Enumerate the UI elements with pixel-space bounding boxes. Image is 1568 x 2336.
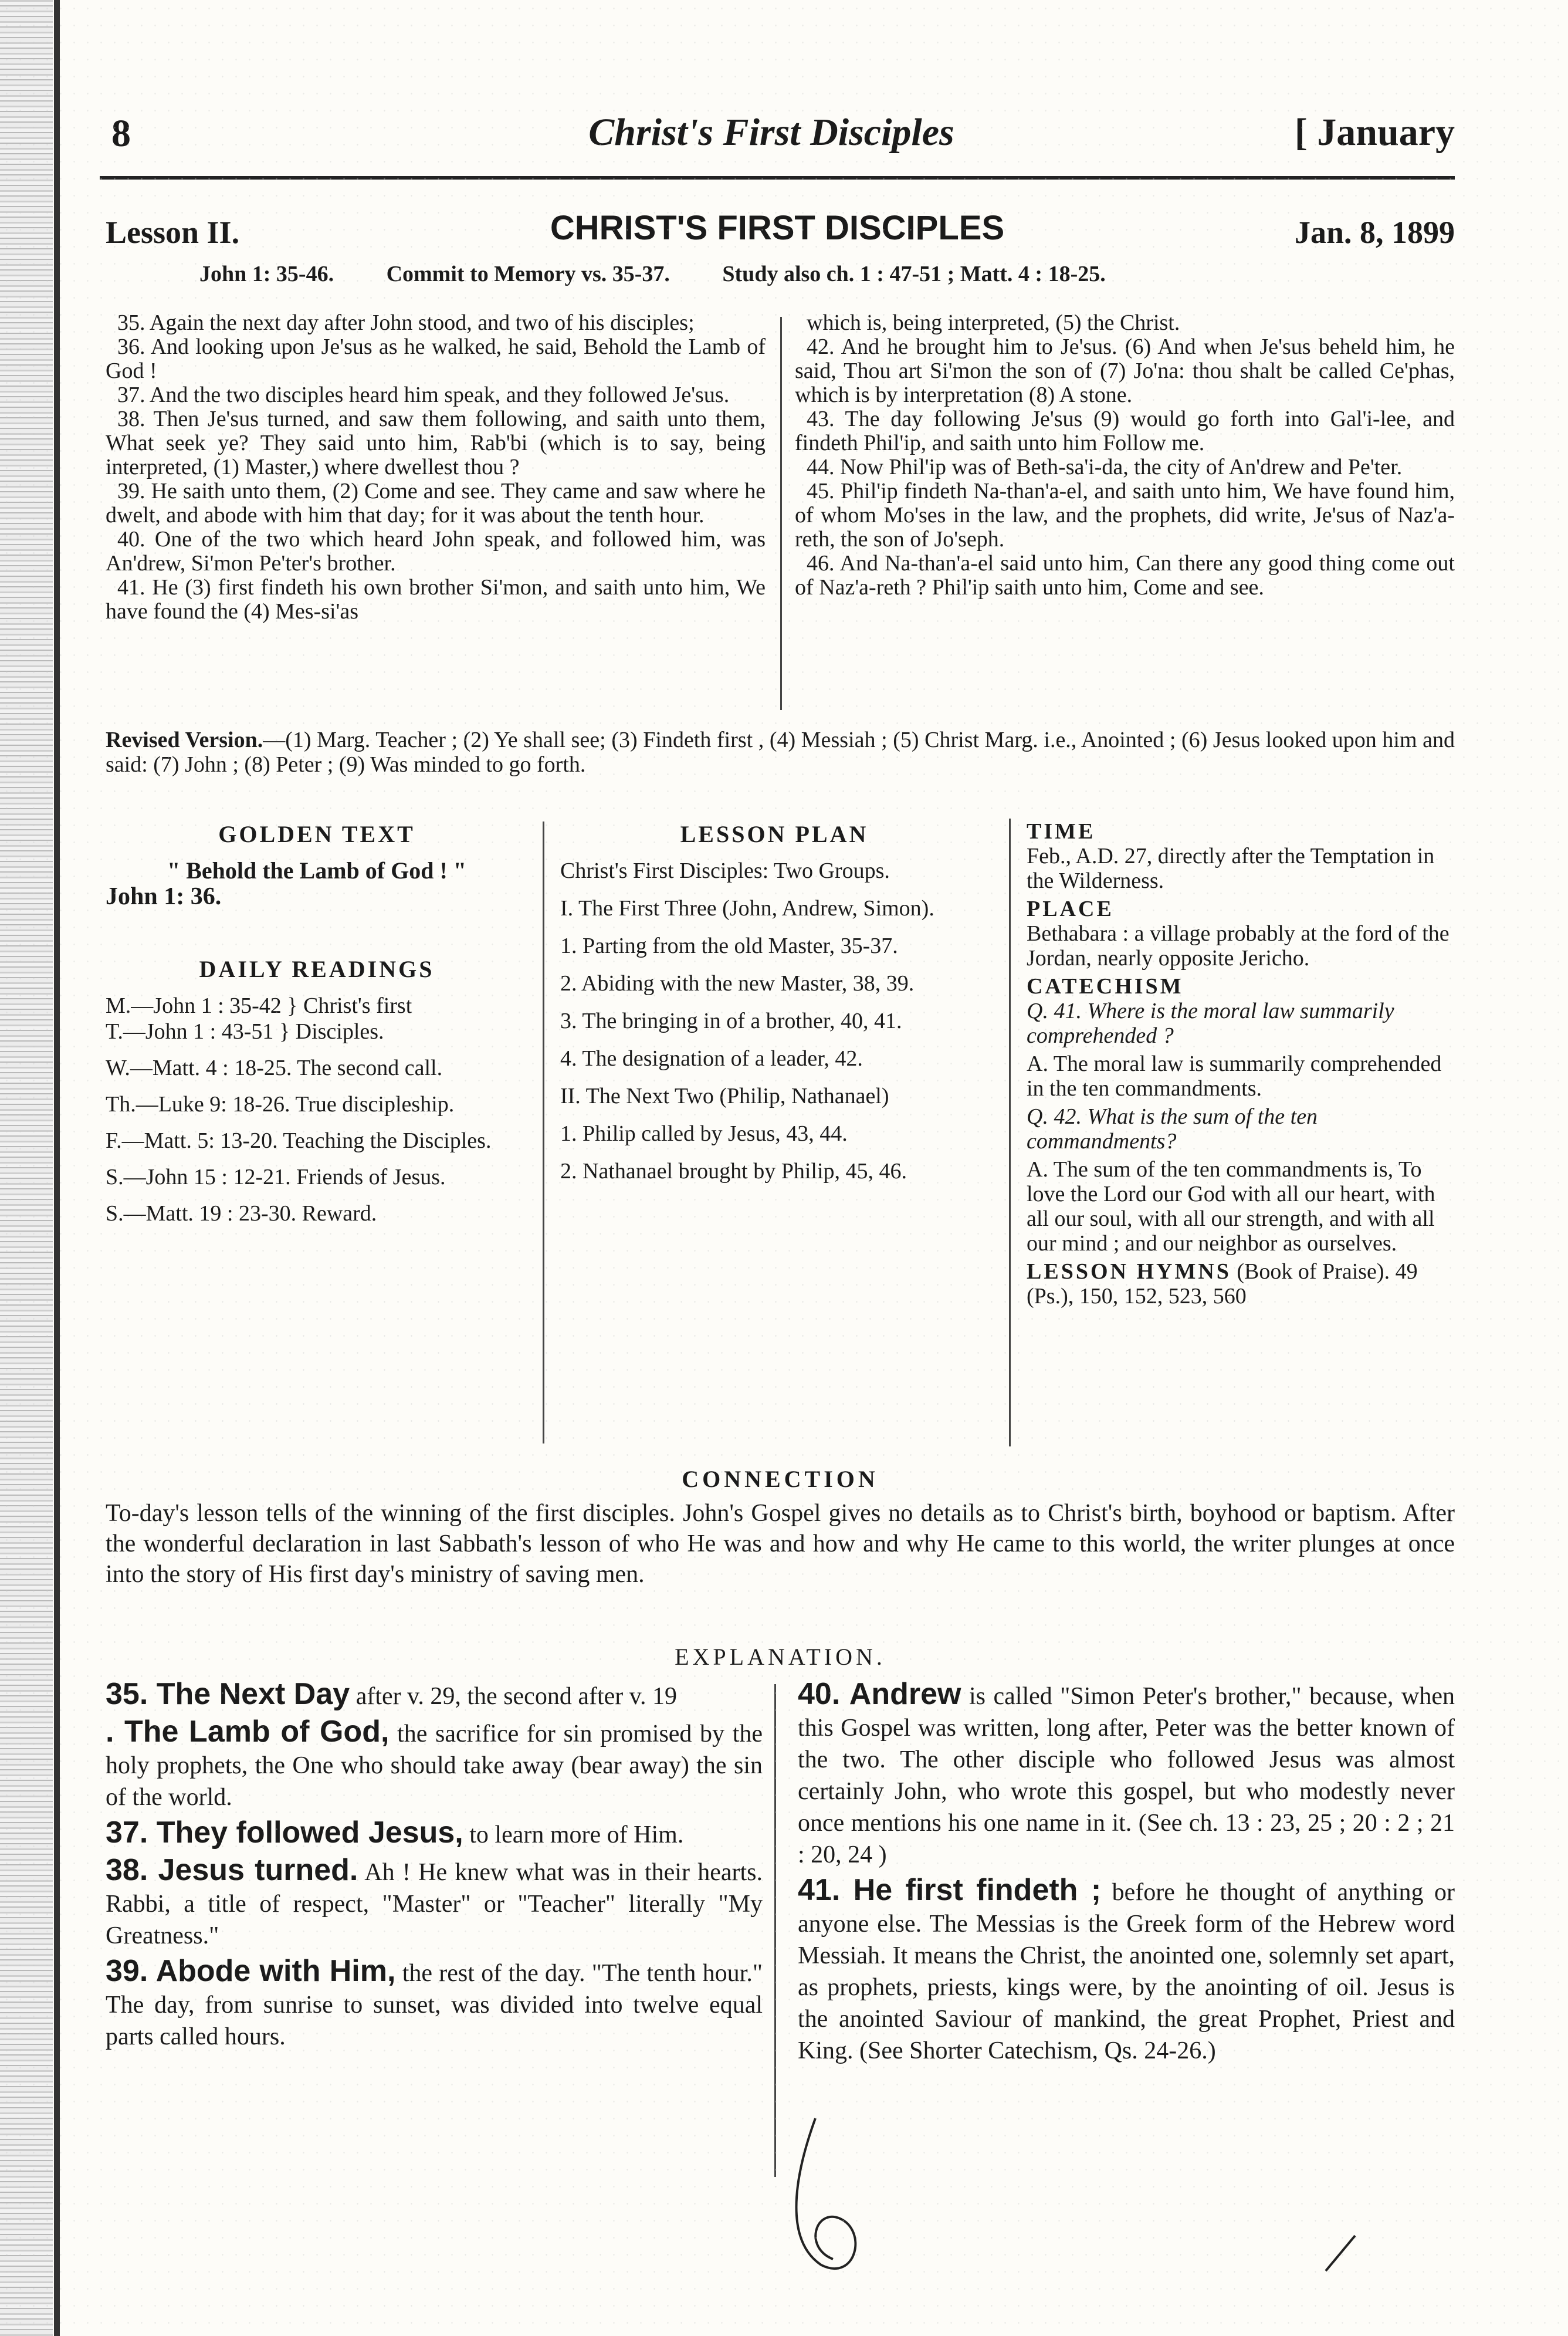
plan-item: 1. Parting from the old Master, 35-37. bbox=[560, 934, 898, 958]
plan-item: 1. Philip called by Jesus, 43, 44. bbox=[560, 1121, 848, 1146]
lesson-title: CHRIST'S FIRST DISCIPLES bbox=[550, 209, 1005, 247]
connection-text: To-day's lesson tells of the winning of the first disciples. John's Gospel gives no details as to Christ's birth, boyhood or baptism. After the wonderful declaration in last Sabbath's lesson of who He was and how and why He came to this world, the writer plunges at once into the story of His first day's ministry of saving men. bbox=[106, 1500, 1455, 1588]
golden-text-ref: John 1: 36. bbox=[106, 883, 222, 910]
plan-item: 2. Nathanael brought by Philip, 45, 46. bbox=[560, 1159, 907, 1184]
lesson-date: Jan. 8, 1899 bbox=[1294, 215, 1455, 250]
scripture-right-column bbox=[795, 311, 1455, 600]
note-keyword: 37. They followed Jesus, bbox=[106, 1816, 463, 1850]
explanation-note bbox=[106, 1716, 763, 1813]
verse: 37. And the two disciples heard him speak, and they followed Je'sus. bbox=[117, 383, 730, 407]
plan-item: II. The Next Two (Philip, Nathanael) bbox=[560, 1084, 889, 1108]
reading-item: W.—Matt. 4 : 18-25. The second call. bbox=[106, 1056, 443, 1080]
revised-label: Revised Version. bbox=[106, 728, 263, 752]
revised-version-note bbox=[106, 728, 1455, 777]
golden-text-heading: GOLDEN TEXT bbox=[218, 821, 415, 847]
catechism-answer: A. The moral law is summarily comprehended in the ten commandments. bbox=[1027, 1052, 1442, 1101]
verse: 44. Now Phil'ip was of Beth-sa'i-da, the city of An'drew and Pe'ter. bbox=[807, 455, 1403, 479]
note-keyword: 35. The Next Day bbox=[106, 1677, 350, 1711]
verse: 40. One of the two which heard John speak, and followed him, was An'drew, Si'mon Pe'ter's brother. bbox=[106, 527, 766, 576]
note-text: is called "Simon Peter's brother," because, when this Gospel was written, long after, Peter was the better known of the two. The other disciple who followed Jesus was almost certainly John, who wrote this gospel, but who modestly never once mentions his one name in it. (See ch. 13 : 23, 25 ; 20 : 2 ; 21 : 20, 24 ) bbox=[798, 1683, 1455, 1868]
daily-readings-heading: DAILY READINGS bbox=[199, 956, 435, 982]
column-divider bbox=[543, 822, 544, 1443]
scripture-text bbox=[106, 311, 1455, 722]
explanation-note bbox=[106, 1817, 763, 1851]
column-divider bbox=[774, 1684, 776, 2177]
catechism-question: Q. 41. Where is the moral law summarily comprehended ? bbox=[1027, 999, 1394, 1048]
reading-item: M.—John 1 : 35-42 } Christ's first bbox=[106, 993, 412, 1018]
note-text: after v. 29, the second after v. 19 bbox=[350, 1683, 678, 1710]
pencil-scribble-icon bbox=[780, 2112, 898, 2288]
note-text: the rest of the day. "The tenth hour." The day, from sunrise to sunset, was divided into twelve equal parts called hours. bbox=[106, 1960, 763, 2050]
verse: 38. Then Je'sus turned, and saw them following, and saith unto them, What seek ye? They said unto him, Rab'bi (which is to say, being interpreted, (1) Master,) where dwellest thou ? bbox=[106, 407, 766, 479]
hymns-label: LESSON HYMNS bbox=[1027, 1259, 1231, 1284]
lesson-number: Lesson II. bbox=[106, 215, 240, 250]
plan-item: 3. The bringing in of a brother, 40, 41. bbox=[560, 1009, 902, 1033]
catechism-label: CATECHISM bbox=[1027, 974, 1184, 999]
verse: 43. The day following Je'sus (9) would go forth into Gal'i-lee, and findeth Phil'ip, and saith unto him Follow me. bbox=[795, 407, 1455, 455]
verse: 41. He (3) first findeth his own brother Si'mon, and saith unto him, We have found the (4) Mes-si'as bbox=[106, 575, 766, 624]
column-divider bbox=[780, 317, 782, 710]
explanation-note bbox=[798, 1678, 1455, 1871]
time-label: TIME bbox=[1027, 819, 1096, 844]
hymns-text: (Book of Praise). 49 (Ps.), 150, 152, 523, 560 bbox=[1027, 1259, 1418, 1309]
page-number: 8 bbox=[111, 112, 131, 155]
note-text: to learn more of Him. bbox=[463, 1821, 684, 1848]
catechism-question: Q. 42. What is the sum of the ten commandments? bbox=[1027, 1104, 1318, 1154]
explanation-right-column bbox=[798, 1678, 1455, 2070]
running-title: Christ's First Disciples bbox=[588, 111, 954, 154]
verse: 46. And Na-than'a-el said unto him, Can there any good thing come out of Naz'a-reth ? Phil'ip saith unto him, Come and see. bbox=[795, 551, 1455, 600]
note-keyword: . The Lamb of God, bbox=[106, 1715, 390, 1749]
connection-heading: CONNECTION bbox=[682, 1466, 879, 1492]
memory-ref: Commit to Memory vs. 35-37. bbox=[386, 262, 670, 286]
explanation-left-column bbox=[106, 1678, 763, 2056]
reading-item: F.—Matt. 5: 13-20. Teaching the Disciples. bbox=[106, 1128, 492, 1153]
lesson-plan-intro: Christ's First Disciples: Two Groups. bbox=[560, 858, 890, 883]
scanned-margin-edge bbox=[0, 0, 53, 2336]
study-ref: Study also ch. 1 : 47-51 ; Matt. 4 : 18-25. bbox=[722, 262, 1106, 286]
explanation-heading: EXPLANATION. bbox=[675, 1644, 886, 1670]
reading-item: S.—John 15 : 12-21. Friends of Jesus. bbox=[106, 1165, 446, 1189]
golden-text-section bbox=[106, 822, 528, 1237]
catechism-answer: A. The sum of the ten commandments is, To love the Lord our God with all our heart, with all our soul, with all our strength, and with all our mind ; and our neighbor as ourselves. bbox=[1027, 1157, 1435, 1256]
explanation-note bbox=[106, 1955, 763, 2053]
verse: 45. Phil'ip findeth Na-than'a-el, and saith unto him, We have found him, of whom Mo'ses in the law, and the prophets, did write, Je'sus of Naz'a-reth, the son of Jo'seph. bbox=[795, 479, 1455, 552]
explanation-note bbox=[106, 1678, 763, 1712]
verse: 36. And looking upon Je'sus as he walked, he said, Behold the Lamb of God ! bbox=[106, 334, 766, 383]
time-text: Feb., A.D. 27, directly after the Temptation in the Wilderness. bbox=[1027, 844, 1435, 893]
note-text: Ah ! He knew what was in their hearts. Rabbi, a title of respect, "Master" or "Teacher" literally "My Greatness." bbox=[106, 1859, 763, 1949]
passage-ref: John 1: 35-46. bbox=[199, 262, 334, 286]
lesson-facts-section bbox=[1027, 816, 1455, 1312]
verse: which is, being interpreted, (5) the Christ. bbox=[807, 310, 1180, 335]
header-rule bbox=[100, 176, 1455, 180]
revised-text: —(1) Marg. Teacher ; (2) Ye shall see; (3) Findeth first , (4) Messiah ; (5) Christ Marg. i.e., Anointed ; (6) Jesus looked upon him and said: (7) John ; (8) Peter ; (9) Was minded to go forth. bbox=[106, 728, 1455, 777]
place-text: Bethabara : a village probably at the ford of the Jordan, nearly opposite Jericho. bbox=[1027, 921, 1450, 971]
note-keyword: 39. Abode with Him, bbox=[106, 1954, 396, 1988]
verse: 35. Again the next day after John stood, and two of his disciples; bbox=[117, 310, 695, 335]
explanation-note bbox=[798, 1874, 1455, 2067]
note-keyword: 41. He first findeth ; bbox=[798, 1873, 1102, 1907]
plan-item: 4. The designation of a leader, 42. bbox=[560, 1046, 863, 1071]
note-text: the sacrifice for sin promised by the holy prophets, the One who should take away (bear away) the sin of the world. bbox=[106, 1720, 763, 1811]
lesson-plan-section bbox=[560, 822, 988, 1196]
pencil-mark-icon bbox=[1320, 2230, 1367, 2277]
lesson-references bbox=[199, 261, 1455, 287]
note-keyword: 38. Jesus turned. bbox=[106, 1853, 358, 1887]
reading-item: Th.—Luke 9: 18-26. True discipleship. bbox=[106, 1092, 455, 1117]
golden-text: " Behold the Lamb of God ! " bbox=[167, 857, 467, 884]
month-label: [ January bbox=[1294, 111, 1455, 154]
scripture-left-column bbox=[106, 311, 766, 624]
binding-rule bbox=[54, 0, 60, 2336]
reading-item: T.—John 1 : 43-51 } Disciples. bbox=[106, 1019, 384, 1044]
verse: 39. He saith unto them, (2) Come and see. They came and saw where he dwelt, and abode with him that day; for it was about the tenth hour. bbox=[106, 479, 766, 528]
reading-item: S.—Matt. 19 : 23-30. Reward. bbox=[106, 1201, 377, 1226]
plan-item: I. The First Three (John, Andrew, Simon). bbox=[560, 896, 934, 921]
running-header bbox=[88, 106, 1455, 158]
explanation-note bbox=[106, 1854, 763, 1952]
verse: 42. And he brought him to Je'sus. (6) And when Je'sus beheld him, he said, Thou art Si'mon the son of (7) Jo'na: thou shalt be called Ce'phas, which is by interpretation (8) A stone. bbox=[795, 334, 1455, 407]
plan-item: 2. Abiding with the new Master, 38, 39. bbox=[560, 971, 915, 996]
lesson-plan-heading: LESSON PLAN bbox=[680, 821, 869, 847]
place-label: PLACE bbox=[1027, 897, 1114, 921]
note-keyword: 40. Andrew bbox=[798, 1677, 961, 1711]
note-text: before he thought of anything or anyone else. The Messias is the Greek form of the Hebrew word Messiah. It means the Christ, the anointed one, solemnly set apart, as prophets, priests, kings were, by the anointing of oil. Jesus is the anointed Saviour of mankind, the great Prophet, Priest and King. (See Shorter Catechism, Qs. 24-26.) bbox=[798, 1879, 1455, 2064]
column-divider bbox=[1009, 819, 1011, 1446]
lesson-header bbox=[100, 208, 1455, 261]
connection-section bbox=[106, 1464, 1455, 1590]
